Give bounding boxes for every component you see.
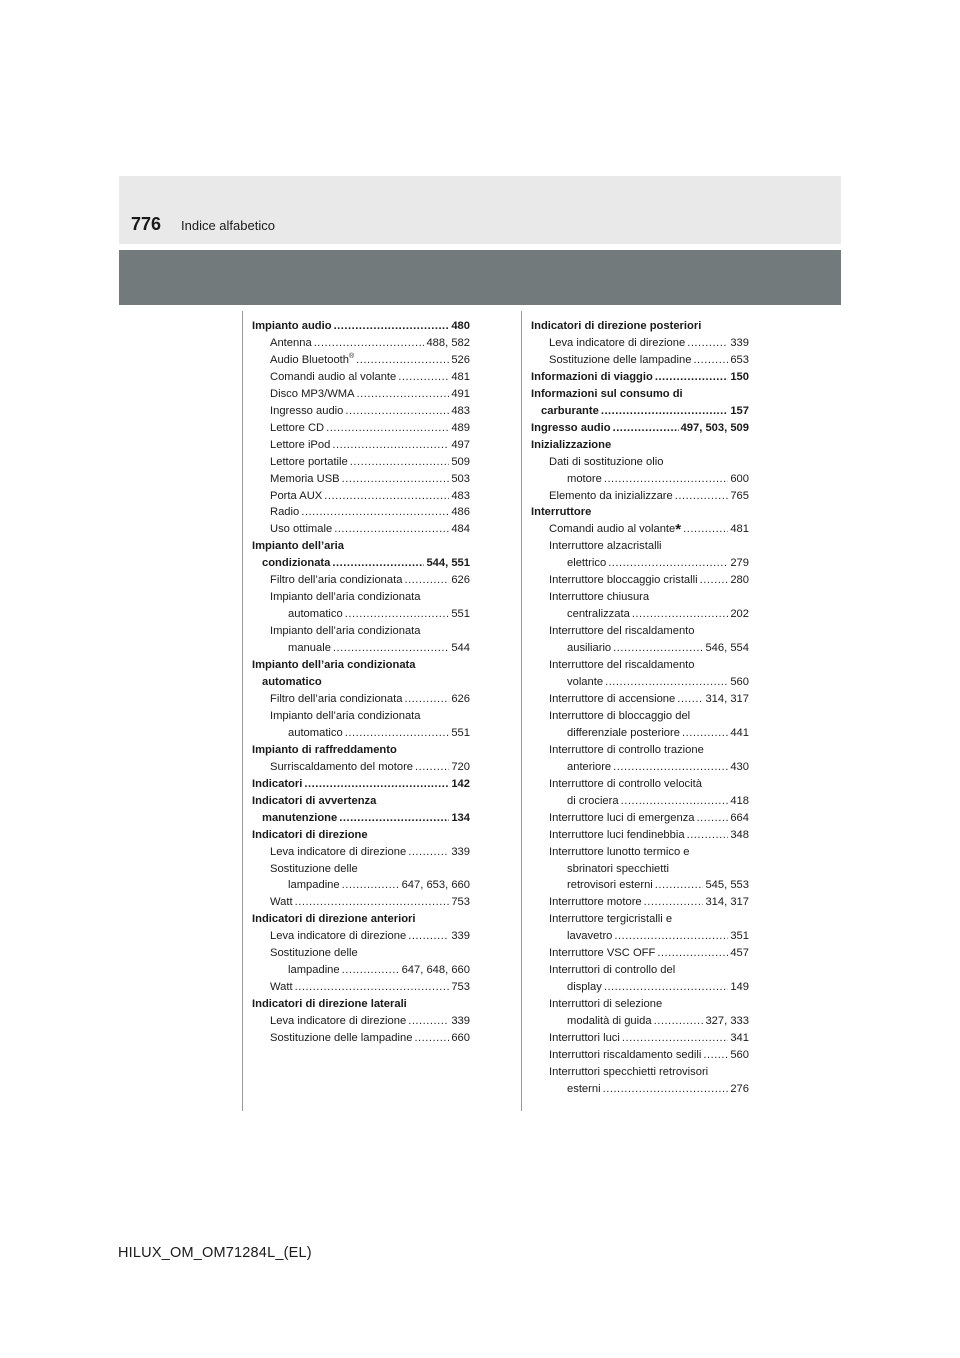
index-heading: Interruttore [531, 506, 592, 519]
index-heading: automatico [262, 676, 322, 689]
index-entry: Antenna . . . 488, 582 [252, 335, 470, 352]
index-entry: Comandi audio al volante . . . 481 [252, 369, 470, 386]
index-entry: esterni . . . 276 [531, 1081, 749, 1098]
footnote-star: * [675, 521, 682, 539]
index-entry: Filtro dell’aria condizionata . . . 626 [252, 572, 470, 589]
index-entry: Porta AUX . . . 483 [252, 488, 470, 505]
page-number: 776 [131, 214, 162, 234]
index-heading: Inizializzazione [531, 438, 612, 451]
index-entry: Interruttore VSC OFF . . . 457 [531, 945, 749, 962]
index-entry: Elemento da inizializzare . . . 765 [531, 488, 749, 505]
index-entry: Leva indicatore di direzione . . . 339 [252, 928, 470, 945]
index-heading: Impianto di raffreddamento [252, 743, 397, 756]
index-entry: Uso ottimale . . . 484 [252, 521, 470, 538]
index-subheading: Interruttore di bloccaggio del [549, 709, 691, 722]
index-subheading: Sostituzione delle [270, 947, 358, 960]
index-entry: Leva indicatore di direzione . . . 339 [252, 844, 470, 861]
index-heading: Indicatori di direzione anteriori [252, 913, 416, 926]
index-entry: Sostituzione delle lampadine . . . 660 [252, 1030, 470, 1047]
index-entry: centralizzata . . . 202 [531, 606, 749, 623]
column-rule-right [521, 311, 522, 1111]
index-entry: Lettore CD . . . 489 [252, 420, 470, 437]
index-entry: automatico . . . 551 [252, 725, 470, 742]
index-heading: Indicatori di direzione [252, 828, 368, 841]
index-subheading: Interruttore lunotto termico e [549, 845, 690, 858]
index-entry: retrovisori esterni . . . 545, 553 [531, 877, 749, 894]
index-entry: Interruttore luci fendinebbia . . . 348 [531, 827, 749, 844]
index-entry: condizionata . . . 544, 551 [252, 555, 470, 572]
index-entry: motore . . . 600 [531, 471, 749, 488]
index-subheading: Interruttore del riscaldamento [549, 659, 695, 672]
registered-mark: ® [349, 352, 355, 360]
index-entry: Surriscaldamento del motore . . . 720 [252, 759, 470, 776]
index-entry: di crociera . . . 418 [531, 793, 749, 810]
index-entry: Informazioni di viaggio . . . 150 [531, 369, 749, 386]
index-entry: elettrico . . . 279 [531, 555, 749, 572]
index-entry: Comandi audio al volante* . . . 481 [531, 521, 749, 538]
index-subheading: sbrinatori specchietti [567, 862, 669, 875]
index-subheading: Interruttore tergicristalli e [549, 913, 673, 926]
index-entry: Interruttori riscaldamento sedili . . . 560 [531, 1047, 749, 1064]
header-bar [119, 176, 841, 244]
index-entry: ausiliario . . . 546, 554 [531, 640, 749, 657]
index-subheading: Interruttori di selezione [549, 998, 663, 1011]
index-subheading: Interruttori di controllo del [549, 964, 676, 977]
index-entry: volante . . . 560 [531, 674, 749, 691]
index-entry: Disco MP3/WMA . . . 491 [252, 386, 470, 403]
section-title: Indice alfabetico [181, 218, 275, 233]
index-entry: Indicatori . . . 142 [252, 776, 470, 793]
index-entry: Watt . . . 753 [252, 894, 470, 911]
index-entry: anteriore . . . 430 [531, 759, 749, 776]
index-entry: Ingresso audio . . . 497, 503, 509 [531, 420, 749, 437]
column-rule-left [242, 311, 243, 1111]
index-entry: Interruttore luci di emergenza . . . 664 [531, 810, 749, 827]
index-entry: carburante . . . 157 [531, 403, 749, 420]
index-entry: Leva indicatore di direzione . . . 339 [531, 335, 749, 352]
index-heading: Indicatori di avvertenza [252, 794, 377, 807]
index-heading: Informazioni sul consumo di [531, 387, 683, 400]
index-entry: differenziale posteriore . . . 441 [531, 725, 749, 742]
index-entry: lampadine . . . 647, 653, 660 [252, 877, 470, 894]
index-entry: display . . . 149 [531, 979, 749, 996]
index-entry: Ingresso audio . . . 483 [252, 403, 470, 420]
index-subheading: Interruttore di controllo velocità [549, 777, 702, 790]
index-entry: Radio . . . 486 [252, 504, 470, 521]
header-band [119, 250, 841, 305]
index-subheading: Impianto dell’aria condizionata [270, 625, 421, 638]
document-code: HILUX_OM_OM71284L_(EL) [118, 1245, 312, 1261]
index-subheading: Impianto dell’aria condizionata [270, 709, 421, 722]
index-entry: Leva indicatore di direzione . . . 339 [252, 1013, 470, 1030]
index-heading: Indicatori di direzione posteriori [531, 320, 702, 332]
index-entry: Memoria USB . . . 503 [252, 471, 470, 488]
index-entry: Interruttore di accensione . . . 314, 317 [531, 691, 749, 708]
index-entry: Interruttore motore . . . 314, 317 [531, 894, 749, 911]
index-entry: Filtro dell’aria condizionata . . . 626 [252, 691, 470, 708]
index-subheading: Interruttore chiusura [549, 591, 650, 604]
index-entry: manutenzione . . . 134 [252, 810, 470, 827]
index-entry: Lettore iPod . . . 497 [252, 437, 470, 454]
index-entry: Interruttore bloccaggio cristalli . . . 280 [531, 572, 749, 589]
index-entry: Lettore portatile . . . 509 [252, 454, 470, 471]
index-subheading: Sostituzione delle [270, 862, 358, 875]
index-subheading: Interruttore alzacristalli [549, 540, 662, 553]
index-entry: Interruttori luci . . . 341 [531, 1030, 749, 1047]
index-heading: Impianto dell’aria [252, 540, 345, 553]
index-subheading: Interruttori specchietti retrovisori [549, 1065, 709, 1078]
index-entry: manuale . . . 544 [252, 640, 470, 657]
index-entry: modalità di guida . . . 327, 333 [531, 1013, 749, 1030]
index-entry: Sostituzione delle lampadine . . . 653 [531, 352, 749, 369]
index-subheading: Interruttore del riscaldamento [549, 625, 695, 638]
index-heading: Impianto dell’aria condizionata [252, 659, 416, 672]
index-column-left [252, 318, 470, 1047]
index-subheading: Dati di sostituzione olio [549, 455, 664, 468]
index-heading: Indicatori di direzione laterali [252, 998, 407, 1011]
index-column-right [531, 318, 749, 1098]
index-entry: Impianto audio . . . 480 [252, 318, 470, 335]
index-entry: Audio Bluetooth® . . . 526 [252, 352, 470, 369]
index-entry: lavavetro . . . 351 [531, 928, 749, 945]
index-subheading: Impianto dell’aria condizionata [270, 591, 421, 604]
index-entry: Watt . . . 753 [252, 979, 470, 996]
index-entry: automatico . . . 551 [252, 606, 470, 623]
index-entry: lampadine . . . 647, 648, 660 [252, 962, 470, 979]
index-subheading: Interruttore di controllo trazione [549, 743, 704, 756]
